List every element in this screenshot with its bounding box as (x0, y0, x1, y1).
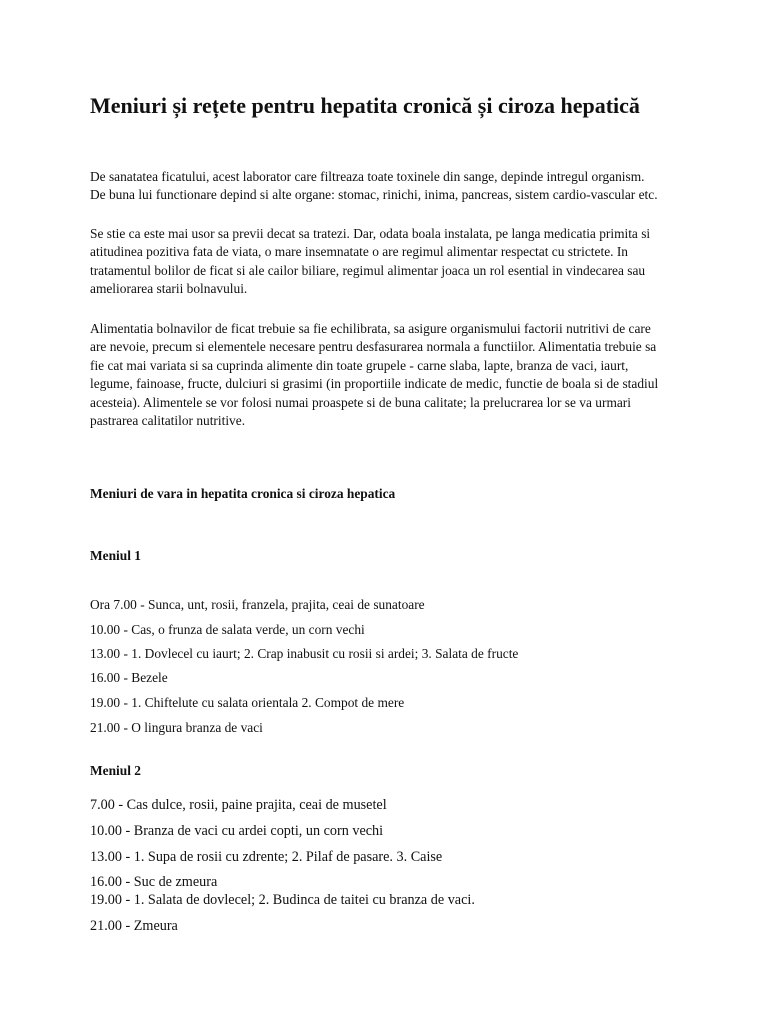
menu-1-item: 10.00 - Cas, o frunza de salata verde, un corn vechi (90, 622, 365, 637)
paragraph-line: pastrarea calitatilor nutritive. (90, 413, 246, 429)
paragraph-line: Se stie ca este mai usor sa previi decat sa tratezi. Dar, odata boala instalata, pe langa medicatia primita si (90, 226, 651, 241)
paragraph-line: acesteia). Alimentele se vor folosi numai proaspete si de buna calitate; la prelucrarea lor se va urmari (90, 394, 631, 410)
menu-2-item: 21.00 - Zmeura (90, 918, 178, 934)
menu-1-item: 21.00 - O lingura branza de vaci (90, 720, 263, 735)
paragraph-line: De sanatatea ficatului, acest laborator care filtreaza toate toxinele din sange, depinde intregul organism. (90, 169, 645, 184)
prevention-paragraph (90, 225, 690, 299)
nutrition-paragraph (90, 320, 690, 430)
menu-2-item: 7.00 - Cas dulce, rosii, paine prajita, ceai de musetel (90, 797, 387, 813)
menu-1-item: 19.00 - 1. Chiftelute cu salata orientala 2. Compot de mere (90, 695, 405, 710)
menu-2-item: 13.00 - 1. Supa de rosii cu zdrente; 2. Pilaf de pasare. 3. Caise (90, 849, 443, 865)
paragraph-line: ameliorarea starii bolnavului. (90, 281, 248, 297)
menu-1-item: Ora 7.00 - Sunca, unt, rosii, franzela, prajita, ceai de sunatoare (90, 597, 425, 612)
menu-2-item: 16.00 - Suc de zmeura (90, 874, 218, 890)
paragraph-line: atitudinea pozitiva fata de viata, o mare insemnatate o are regimul alimentar respectat cu strictete. In (90, 244, 628, 260)
paragraph-line: are nevoie, precum si elementele necesare pentru desfasurarea normala a functiilor. Alimentatia trebuie sa (90, 339, 657, 355)
section-heading: Meniuri de vara in hepatita cronica si ciroza hepatica (90, 486, 396, 501)
menu-2-heading: Meniul 2 (90, 763, 141, 778)
menu-2-item: 19.00 - 1. Salata de dovlecel; 2. Budinca de taitei cu branza de vaci. (90, 892, 475, 908)
menu-1-item: 16.00 - Bezele (90, 670, 168, 685)
menu-2-item: 10.00 - Branza de vaci cu ardei copti, un corn vechi (90, 823, 384, 839)
menu-1-item: 13.00 - 1. Dovlecel cu iaurt; 2. Crap inabusit cu rosii si ardei; 3. Salata de fructe (90, 646, 519, 661)
menu-1-heading: Meniul 1 (90, 548, 141, 563)
document-title: Meniuri și rețete pentru hepatita cronică și ciroza hepatică (90, 93, 640, 118)
paragraph-line: legume, fainoase, fructe, dulciuri si grasimi (in proportiile indicate de medic, functie de boala si de stadiul (90, 376, 659, 392)
paragraph-line: fie cat mai variata si sa cuprinda alimente din toate grupele - carne slaba, lapte, branza de vaci, iaurt, (90, 357, 629, 373)
intro-paragraph (90, 168, 690, 205)
paragraph-line: De buna lui functionare depind si alte organe: stomac, rinichi, inima, pancreas, sistem cardio-vascular etc. (90, 187, 658, 203)
paragraph-line: Alimentatia bolnavilor de ficat trebuie sa fie echilibrata, sa asigure organismului factorii nutritivi de care (90, 321, 651, 336)
paragraph-line: tratamentul bolilor de ficat si ale cailor biliare, regimul alimentar joaca un rol esential in vindecarea sau (90, 262, 646, 278)
